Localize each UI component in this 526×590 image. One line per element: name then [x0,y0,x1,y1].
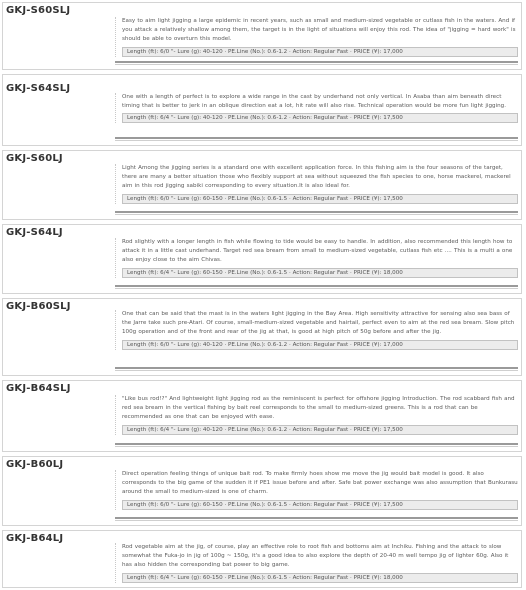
rod-spec-bar: Length (ft): 6/4 "- Lure (g): 60-150 · PE.Line (No.): 0.6-1.5 · Action: Regular Fast · PRICE (¥): 18,000 [122,268,518,278]
rod-description: Rod vegetable aim at the jig, of course, play an effective role to root fish and bottoms aim at Inchiku. Fishing and the attack to slow somewhat the Fuka-jo in jig of 100g ~ 150g, it's a good idea to also explore the depth of 20-40 m well tempo jig of lighter 60g. Also it has also hidden the corresponding bat power to big game. [122,544,509,569]
rod-entry [2,380,522,452]
divider [115,211,518,215]
rod-entry [2,2,522,70]
rod-entry [2,456,522,526]
rod-details [115,164,518,204]
rod-model-name: GKJ-B60SLJ [6,301,71,312]
rod-spec-bar: Length (ft): 6/4 "- Lure (g): 40-120 · PE.Line (No.): 0.6-1.2 · Action: Regular Fast · PRICE (¥): 17,500 [122,113,518,123]
rod-description: Light Among the jigging series is a standard one with excellent application force. In this fishing aim is the four seasons of the target, there are many a better situation those who flexibly support at sea without squeezed the fish species to one, horse mackerel, mackerel aim in this rod jigging sabiki corresponding to every situation.It is also ideal for. [122,165,511,190]
rod-model-name: GKJ-B60LJ [6,459,64,470]
rod-details [115,17,518,57]
rod-model-name: GKJ-S64LJ [6,227,63,238]
rod-description: Direct operation feeling things of unique bait rod. To make firmly hoes show me move the jig would bait model is good. It also corresponds to the big game of the sudden it if PE1 issue before and after. Safe bat power exchange was also assumption that Bunkurasu around the small to medium-sized is one of charm. [122,471,518,496]
rod-spec-bar: Length (ft): 6/4 "- Lure (g): 40-120 · PE.Line (No.): 0.6-1.2 · Action: Regular Fast · PRICE (¥): 17,500 [122,425,518,435]
rod-spec-bar: Length (ft): 6/0 "- Lure (g): 60-150 · PE.Line (No.): 0.6-1.5 · Action: Regular Fast · PRICE (¥): 17,500 [122,500,518,510]
rod-description: Easy to aim light jigging a large epidemic in recent years, such as small and medium-sized vegetable or cutlass fish in the waters. And if you attack a relatively shallow among them, the target is in the light of situations will enjoy this rod. The idea of "jigging = hard work" is should be able to overturn this model. [122,18,516,43]
rod-entry [2,298,522,376]
rod-description: One that can be said that the mast is in the waters light jigging in the Bay Area. High sensitivity attractive for sensing also sea bass of the Jarre take such pre-Atari. Of course, small-medium-sized vegetable and hairtail, perfect even to aim at the red sea bream. Slow pitch 100g operation and of the front and rear of the jig at that, is good at high pitch of 50g before and after the jig. [122,311,515,336]
rod-spec-bar: Length (ft): 6/0 "- Lure (g): 40-120 · PE.Line (No.): 0.6-1.2 · Action: Regular Fast · PRICE (¥): 17,000 [122,47,518,57]
rod-spec-bar: Length (ft): 6/0 "- Lure (g): 40-120 · PE.Line (No.): 0.6-1.2 · Action: Regular Fast · PRICE (¥): 17,000 [122,340,518,350]
rod-details [115,470,518,510]
rod-entry [2,530,522,588]
rod-spec-bar: Length (ft): 6/4 "- Lure (g): 60-150 · PE.Line (No.): 0.6-1.5 · Action: Regular Fast · PRICE (¥): 18,000 [122,573,518,583]
rod-model-name: GKJ-B64SLJ [6,383,71,394]
rod-entry [2,150,522,220]
rod-description: One with a length of perfect is to explore a wide range in the cast by underhand not only vertical. In Asaba than aim beneath direct timing that is better to jerk in an oblique direction eat a lot, hit rate will also rise. Technical operation would be more fun light jigging. [122,94,507,110]
rod-details [115,395,518,435]
rod-description: "Like bus rod!?" And lightweight light jigging rod as the reminiscent is perfect for offshore jigging Introduction. The rod scabbard fish and red sea bream in the vertical fishing by bait reel corresponds to the small to medium-sized greens. This is a rod that can be recommended as one that can be enjoyed with ease. [122,396,515,421]
divider [115,61,518,65]
divider [115,367,518,371]
divider [115,285,518,289]
rod-model-name: GKJ-B64LJ [6,533,64,544]
rod-details [115,93,518,123]
rod-details [115,238,518,278]
rod-description: Rod slightly with a longer length in fish while flowing to tide would be easy to handle. In addition, also recommended this length how to attack it in a little cast underhand. Target red sea bream from small to medium-sized vegetable, cutlass fish etc .... This is a multi a one also enjoy close to the aim Chivas. [122,239,513,264]
rod-entry [2,74,522,146]
rod-spec-bar: Length (ft): 6/0 "- Lure (g): 60-150 · PE.Line (No.): 0.6-1.5 · Action: Regular Fast · PRICE (¥): 17,500 [122,194,518,204]
rod-details [115,310,518,350]
divider [115,517,518,521]
rod-entry [2,224,522,294]
rod-details [115,543,518,583]
divider [115,137,518,141]
rod-model-name: GKJ-S60SLJ [6,5,71,16]
rod-model-name: GKJ-S64SLJ [6,83,71,94]
rod-model-name: GKJ-S60LJ [6,153,63,164]
divider [115,443,518,447]
